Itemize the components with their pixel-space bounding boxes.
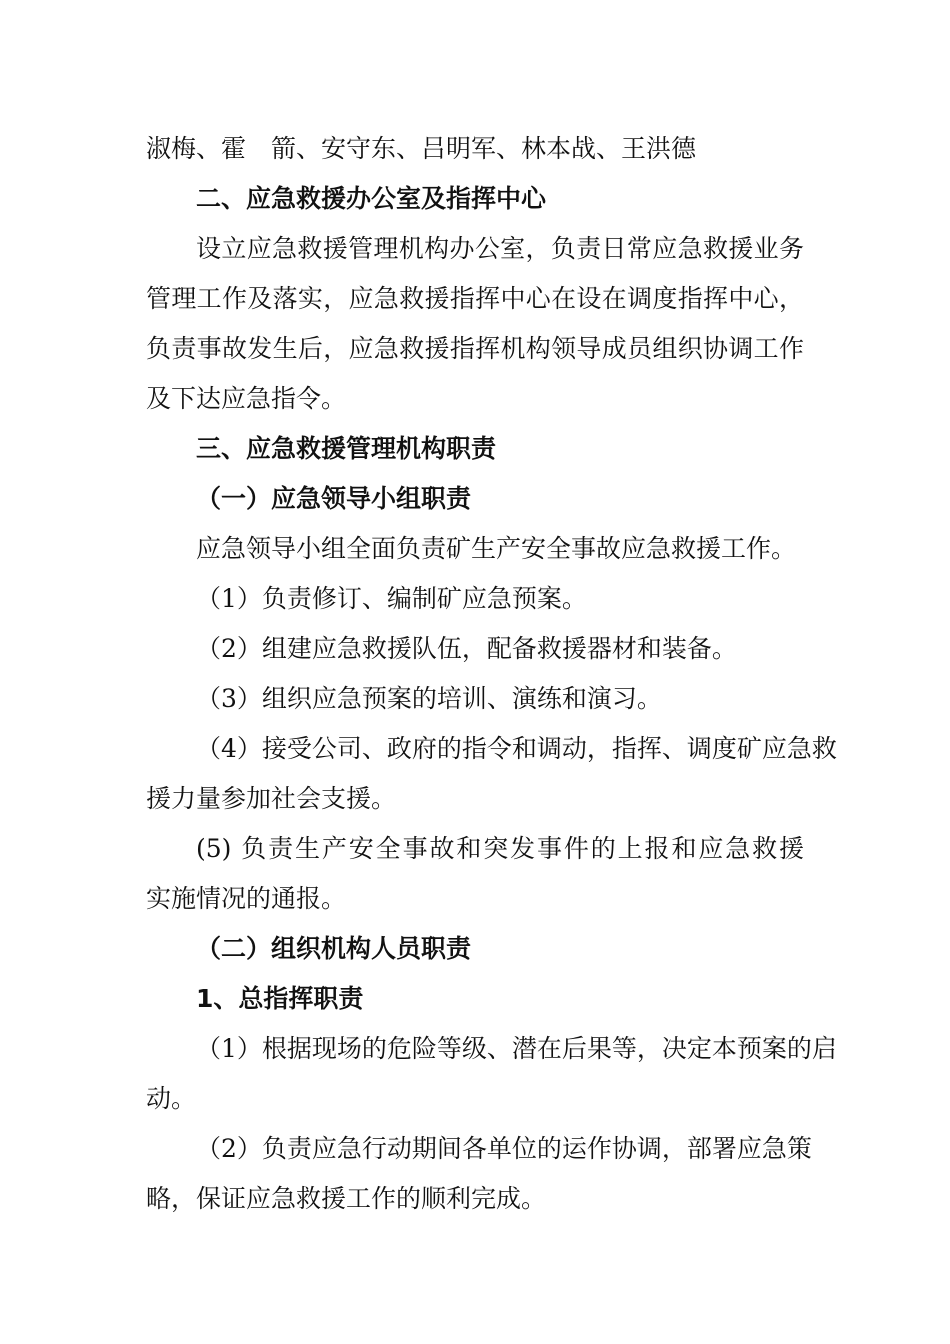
list-item: （1）根据现场的危险等级、潜在后果等，决定本预案的启 <box>196 1034 837 1063</box>
paragraph-line: 及下达应急指令。 <box>146 384 347 413</box>
list-item-continuation: 动。 <box>146 1084 197 1113</box>
subsection-heading-1: （一）应急领导小组职责 <box>196 484 472 513</box>
list-item-continuation: 援力量参加社会支援。 <box>146 784 397 813</box>
paragraph-line: 应急领导小组全面负责矿生产安全事故应急救援工作。 <box>196 534 797 563</box>
paragraph-line: 设立应急救援管理机构办公室，负责日常应急救援业务 <box>196 234 804 263</box>
list-item: （1）负责修订、编制矿应急预案。 <box>196 584 587 613</box>
list-item-continuation: 实施情况的通报。 <box>146 884 347 913</box>
list-item: （2）负责应急行动期间各单位的运作协调，部署应急策 <box>196 1134 812 1163</box>
list-item: （3）组织应急预案的培训、演练和演习。 <box>196 684 662 713</box>
subsection-heading-2: （二）组织机构人员职责 <box>196 934 472 963</box>
list-item-continuation: 略，保证应急救援工作的顺利完成。 <box>146 1184 547 1213</box>
section-heading-2: 二、应急救援办公室及指挥中心 <box>196 184 547 213</box>
section-heading-3: 三、应急救援管理机构职责 <box>196 434 497 463</box>
list-item: (5) 负责生产安全事故和突发事件的上报和应急救援 <box>196 834 804 863</box>
list-item: （4）接受公司、政府的指令和调动，指挥、调度矿应急救 <box>196 734 837 763</box>
paragraph-line: 负责事故发生后，应急救援指挥机构领导成员组织协调工作 <box>146 334 804 363</box>
list-item: （2）组建应急救援队伍，配备救援器材和装备。 <box>196 634 737 663</box>
member-names-continuation: 淑梅、霍 箭、安守东、吕明军、林本战、王洪德 <box>146 134 697 163</box>
role-heading: 1、总指挥职责 <box>196 984 364 1013</box>
paragraph-line: 管理工作及落实，应急救援指挥中心在设在调度指挥中心， <box>146 284 804 313</box>
